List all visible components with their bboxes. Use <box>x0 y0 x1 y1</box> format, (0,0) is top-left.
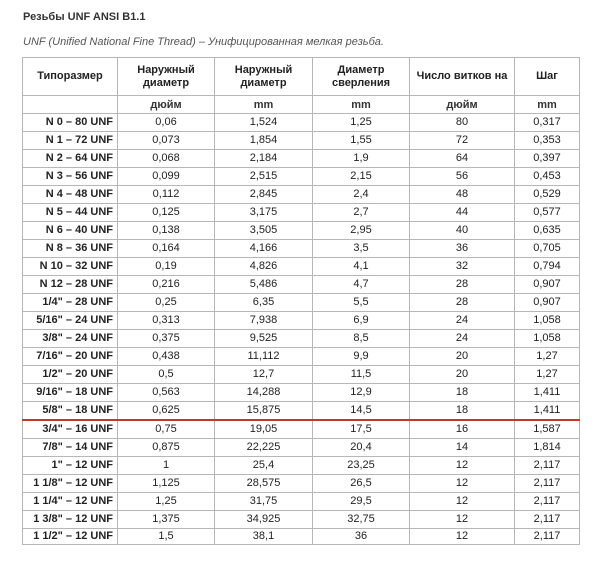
cell-outer-diameter-mm: 2,515 <box>215 168 313 186</box>
cell-size: N 12 – 28 UNF <box>23 276 118 294</box>
cell-pitch: 2,117 <box>515 457 580 475</box>
cell-size: N 1 – 72 UNF <box>23 132 118 150</box>
cell-outer-diameter-mm: 1,854 <box>215 132 313 150</box>
cell-pitch: 0,529 <box>515 186 580 204</box>
cell-pitch: 0,705 <box>515 240 580 258</box>
cell-outer-diameter-mm: 15,875 <box>215 402 313 421</box>
cell-pitch: 2,117 <box>515 529 580 545</box>
table-row <box>23 384 580 402</box>
cell-drill-diameter: 14,5 <box>313 402 410 421</box>
cell-size: 7/16" – 20 UNF <box>23 348 118 366</box>
table-row <box>23 366 580 384</box>
cell-pitch: 2,117 <box>515 511 580 529</box>
cell-outer-diameter-mm: 1,524 <box>215 114 313 132</box>
cell-drill-diameter: 1,25 <box>313 114 410 132</box>
header-drill-diameter: Диаметр сверления <box>313 58 410 96</box>
cell-outer-diameter-mm: 5,486 <box>215 276 313 294</box>
cell-size: N 10 – 32 UNF <box>23 258 118 276</box>
cell-pitch: 1,411 <box>515 402 580 421</box>
cell-size: N 8 – 36 UNF <box>23 240 118 258</box>
cell-outer-diameter-inch: 0,138 <box>118 222 215 240</box>
cell-threads-per-inch: 56 <box>410 168 515 186</box>
table-row <box>23 402 580 421</box>
cell-drill-diameter: 8,5 <box>313 330 410 348</box>
cell-outer-diameter-inch: 0,438 <box>118 348 215 366</box>
cell-outer-diameter-mm: 3,505 <box>215 222 313 240</box>
cell-pitch: 1,058 <box>515 312 580 330</box>
units-row <box>23 96 580 114</box>
cell-outer-diameter-mm: 31,75 <box>215 493 313 511</box>
cell-threads-per-inch: 20 <box>410 366 515 384</box>
cell-size: N 4 – 48 UNF <box>23 186 118 204</box>
cell-threads-per-inch: 80 <box>410 114 515 132</box>
table-row <box>23 475 580 493</box>
cell-pitch: 2,117 <box>515 475 580 493</box>
cell-pitch: 1,814 <box>515 439 580 457</box>
cell-pitch: 1,411 <box>515 384 580 402</box>
table-row <box>23 276 580 294</box>
header-row <box>23 58 580 96</box>
cell-drill-diameter: 11,5 <box>313 366 410 384</box>
header-outer-diameter-mm: Наружный диаметр <box>215 58 313 96</box>
cell-outer-diameter-inch: 1,5 <box>118 529 215 545</box>
cell-size: 1 1/2" – 12 UNF <box>23 529 118 545</box>
cell-outer-diameter-inch: 0,073 <box>118 132 215 150</box>
unit-pitch: mm <box>515 96 580 114</box>
cell-outer-diameter-mm: 38,1 <box>215 529 313 545</box>
cell-drill-diameter: 4,1 <box>313 258 410 276</box>
cell-drill-diameter: 1,9 <box>313 150 410 168</box>
cell-drill-diameter: 3,5 <box>313 240 410 258</box>
cell-threads-per-inch: 28 <box>410 276 515 294</box>
cell-threads-per-inch: 28 <box>410 294 515 312</box>
cell-threads-per-inch: 24 <box>410 330 515 348</box>
table-row <box>23 511 580 529</box>
cell-size: 1/4" – 28 UNF <box>23 294 118 312</box>
cell-drill-diameter: 1,55 <box>313 132 410 150</box>
cell-outer-diameter-inch: 0,313 <box>118 312 215 330</box>
cell-outer-diameter-mm: 11,112 <box>215 348 313 366</box>
cell-threads-per-inch: 24 <box>410 312 515 330</box>
cell-outer-diameter-mm: 25,4 <box>215 457 313 475</box>
unit-drill-diameter: mm <box>313 96 410 114</box>
cell-threads-per-inch: 48 <box>410 186 515 204</box>
cell-size: 1 1/4" – 12 UNF <box>23 493 118 511</box>
header-outer-diameter-inch: Наружный диаметр <box>118 58 215 96</box>
cell-outer-diameter-inch: 0,125 <box>118 204 215 222</box>
cell-threads-per-inch: 12 <box>410 511 515 529</box>
cell-outer-diameter-inch: 1,125 <box>118 475 215 493</box>
cell-outer-diameter-inch: 1,25 <box>118 493 215 511</box>
cell-size: 5/8" – 18 UNF <box>23 402 118 421</box>
cell-outer-diameter-mm: 14,288 <box>215 384 313 402</box>
cell-threads-per-inch: 14 <box>410 439 515 457</box>
cell-outer-diameter-mm: 2,845 <box>215 186 313 204</box>
table-row <box>23 493 580 511</box>
cell-outer-diameter-inch: 0,25 <box>118 294 215 312</box>
cell-drill-diameter: 26,5 <box>313 475 410 493</box>
cell-outer-diameter-mm: 9,525 <box>215 330 313 348</box>
cell-drill-diameter: 32,75 <box>313 511 410 529</box>
table-row <box>23 439 580 457</box>
cell-size: N 6 – 40 UNF <box>23 222 118 240</box>
cell-drill-diameter: 12,9 <box>313 384 410 402</box>
table-row <box>23 420 580 439</box>
table-row <box>23 240 580 258</box>
cell-outer-diameter-mm: 22,225 <box>215 439 313 457</box>
table-row <box>23 457 580 475</box>
table-body <box>23 114 580 545</box>
cell-drill-diameter: 4,7 <box>313 276 410 294</box>
unit-outer-diameter-inch: дюйм <box>118 96 215 114</box>
cell-threads-per-inch: 18 <box>410 384 515 402</box>
cell-pitch: 1,27 <box>515 366 580 384</box>
unit-threads-per-inch: дюйм <box>410 96 515 114</box>
cell-threads-per-inch: 36 <box>410 240 515 258</box>
cell-outer-diameter-mm: 34,925 <box>215 511 313 529</box>
cell-drill-diameter: 2,7 <box>313 204 410 222</box>
unit-outer-diameter-mm: mm <box>215 96 313 114</box>
cell-pitch: 0,577 <box>515 204 580 222</box>
cell-drill-diameter: 20,4 <box>313 439 410 457</box>
cell-drill-diameter: 6,9 <box>313 312 410 330</box>
cell-threads-per-inch: 20 <box>410 348 515 366</box>
table-row <box>23 168 580 186</box>
cell-outer-diameter-inch: 0,216 <box>118 276 215 294</box>
cell-outer-diameter-mm: 12,7 <box>215 366 313 384</box>
cell-outer-diameter-inch: 1 <box>118 457 215 475</box>
cell-pitch: 0,397 <box>515 150 580 168</box>
cell-pitch: 1,27 <box>515 348 580 366</box>
table-row <box>23 150 580 168</box>
cell-drill-diameter: 2,15 <box>313 168 410 186</box>
cell-drill-diameter: 17,5 <box>313 420 410 439</box>
cell-pitch: 0,317 <box>515 114 580 132</box>
cell-pitch: 2,117 <box>515 493 580 511</box>
cell-outer-diameter-mm: 28,575 <box>215 475 313 493</box>
cell-outer-diameter-inch: 0,5 <box>118 366 215 384</box>
cell-pitch: 0,635 <box>515 222 580 240</box>
cell-outer-diameter-inch: 0,099 <box>118 168 215 186</box>
table-row <box>23 529 580 545</box>
cell-size: 3/8" – 24 UNF <box>23 330 118 348</box>
cell-drill-diameter: 29,5 <box>313 493 410 511</box>
cell-outer-diameter-inch: 0,112 <box>118 186 215 204</box>
cell-drill-diameter: 2,4 <box>313 186 410 204</box>
cell-outer-diameter-inch: 0,164 <box>118 240 215 258</box>
cell-outer-diameter-inch: 0,19 <box>118 258 215 276</box>
table-row <box>23 204 580 222</box>
cell-pitch: 0,453 <box>515 168 580 186</box>
cell-drill-diameter: 36 <box>313 529 410 545</box>
cell-threads-per-inch: 18 <box>410 402 515 421</box>
cell-outer-diameter-inch: 0,563 <box>118 384 215 402</box>
cell-drill-diameter: 2,95 <box>313 222 410 240</box>
page-title: Резьбы UNF ANSI B1.1 <box>23 11 146 23</box>
table-row <box>23 114 580 132</box>
cell-size: N 2 – 64 UNF <box>23 150 118 168</box>
cell-threads-per-inch: 12 <box>410 529 515 545</box>
cell-outer-diameter-mm: 7,938 <box>215 312 313 330</box>
cell-outer-diameter-inch: 0,75 <box>118 420 215 439</box>
table-row <box>23 312 580 330</box>
header-size: Типоразмер <box>23 58 118 96</box>
cell-outer-diameter-inch: 0,068 <box>118 150 215 168</box>
cell-threads-per-inch: 16 <box>410 420 515 439</box>
cell-threads-per-inch: 12 <box>410 493 515 511</box>
table-row <box>23 348 580 366</box>
cell-pitch: 0,353 <box>515 132 580 150</box>
cell-outer-diameter-mm: 19,05 <box>215 420 313 439</box>
cell-pitch: 0,907 <box>515 294 580 312</box>
cell-outer-diameter-inch: 0,875 <box>118 439 215 457</box>
cell-outer-diameter-mm: 4,166 <box>215 240 313 258</box>
cell-size: 1 3/8" – 12 UNF <box>23 511 118 529</box>
cell-pitch: 1,587 <box>515 420 580 439</box>
cell-size: N 5 – 44 UNF <box>23 204 118 222</box>
cell-size: 1 1/8" – 12 UNF <box>23 475 118 493</box>
page-subtitle: UNF (Unified National Fine Thread) – Унифицированная мелкая резьба. <box>23 36 384 48</box>
cell-pitch: 1,058 <box>515 330 580 348</box>
cell-size: 3/4" – 16 UNF <box>23 420 118 439</box>
cell-drill-diameter: 23,25 <box>313 457 410 475</box>
cell-drill-diameter: 9,9 <box>313 348 410 366</box>
cell-size: 1/2" – 20 UNF <box>23 366 118 384</box>
cell-size: 1" – 12 UNF <box>23 457 118 475</box>
cell-outer-diameter-mm: 6,35 <box>215 294 313 312</box>
table-row <box>23 186 580 204</box>
cell-threads-per-inch: 32 <box>410 258 515 276</box>
cell-size: N 0 – 80 UNF <box>23 114 118 132</box>
cell-pitch: 0,907 <box>515 276 580 294</box>
cell-outer-diameter-inch: 0,06 <box>118 114 215 132</box>
cell-threads-per-inch: 64 <box>410 150 515 168</box>
cell-outer-diameter-mm: 3,175 <box>215 204 313 222</box>
table-row <box>23 132 580 150</box>
cell-threads-per-inch: 40 <box>410 222 515 240</box>
cell-pitch: 0,794 <box>515 258 580 276</box>
table-row <box>23 222 580 240</box>
table-row <box>23 294 580 312</box>
unf-thread-table <box>22 57 580 545</box>
header-threads-per-inch: Число витков на <box>410 58 515 96</box>
cell-size: 5/16" – 24 UNF <box>23 312 118 330</box>
cell-outer-diameter-mm: 2,184 <box>215 150 313 168</box>
cell-threads-per-inch: 12 <box>410 457 515 475</box>
cell-size: 9/16" – 18 UNF <box>23 384 118 402</box>
table-row <box>23 330 580 348</box>
table-row <box>23 258 580 276</box>
cell-drill-diameter: 5,5 <box>313 294 410 312</box>
cell-threads-per-inch: 12 <box>410 475 515 493</box>
cell-size: N 3 – 56 UNF <box>23 168 118 186</box>
cell-outer-diameter-inch: 1,375 <box>118 511 215 529</box>
cell-outer-diameter-inch: 0,375 <box>118 330 215 348</box>
header-pitch: Шаг <box>515 58 580 96</box>
unit-size <box>23 96 118 114</box>
cell-threads-per-inch: 72 <box>410 132 515 150</box>
cell-threads-per-inch: 44 <box>410 204 515 222</box>
cell-size: 7/8" – 14 UNF <box>23 439 118 457</box>
cell-outer-diameter-mm: 4,826 <box>215 258 313 276</box>
cell-outer-diameter-inch: 0,625 <box>118 402 215 421</box>
